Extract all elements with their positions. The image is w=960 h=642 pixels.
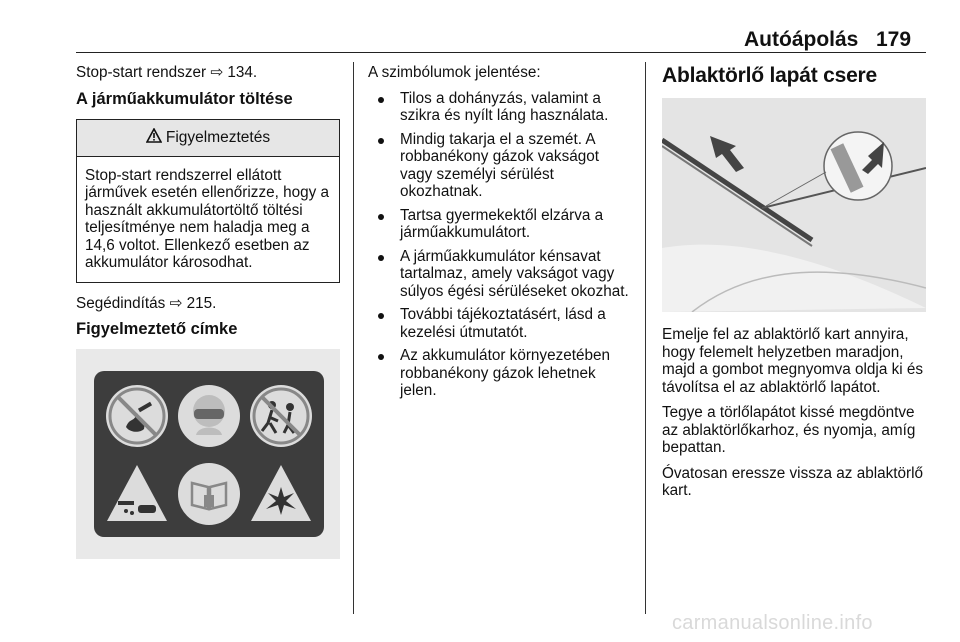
column-1 bbox=[76, 64, 340, 559]
section-heading-warning-label: Figyelmeztető címke bbox=[76, 320, 238, 338]
list-item bbox=[368, 90, 632, 125]
no-smoking-flame-icon bbox=[104, 383, 170, 449]
section-heading-battery-charging: A járműakkumulátor töltése bbox=[76, 89, 293, 108]
list-item-text: További tájékoztatásért, lásd a kezelési útmutatót. bbox=[400, 306, 606, 341]
bullet-icon bbox=[378, 313, 384, 319]
column-divider bbox=[353, 62, 354, 614]
column-divider bbox=[645, 62, 646, 614]
column-3 bbox=[662, 64, 926, 508]
cross-reference-stop-start: Stop-start rendszer ⇨ 134. bbox=[76, 64, 258, 81]
symbol-meaning-list bbox=[368, 90, 632, 400]
bullet-icon bbox=[378, 354, 384, 360]
column-2 bbox=[368, 64, 632, 406]
list-item-text: Tartsa gyermekektől elzárva a járműakkumulátort. bbox=[400, 206, 604, 241]
watermark: carmanualsonline.info bbox=[672, 612, 873, 634]
warning-box bbox=[76, 119, 340, 283]
label-plate bbox=[94, 371, 324, 537]
battery-warning-label-image bbox=[76, 349, 340, 559]
warning-triangle-icon bbox=[146, 128, 162, 148]
list-item bbox=[368, 347, 632, 400]
bullet-icon bbox=[378, 214, 384, 220]
list-item-text: Tilos a dohányzás, valamint a szikra és nyílt láng használata. bbox=[400, 89, 609, 124]
instruction-paragraph-2: Tegye a törlőlapátot kissé megdöntve az ablaktörlőkarhoz, és nyomja, amíg bepattan. bbox=[662, 404, 916, 456]
page-header-title: Autóápolás bbox=[744, 28, 859, 51]
instruction-paragraph-3: Óvatosan eressze vissza az ablaktörlő kart. bbox=[662, 464, 924, 499]
wiper-blade-image bbox=[662, 98, 926, 312]
explosive-gas-icon bbox=[248, 461, 314, 527]
instruction-paragraph-1: Emelje fel az ablaktörlő kart annyira, hogy felemelt helyzetben maradjon, majd a gombot megnyomva oldja ki és távolítsa el az ablaktörlő lapátot. bbox=[662, 326, 924, 396]
warning-header bbox=[77, 120, 339, 157]
keep-away-from-children-icon bbox=[248, 383, 314, 449]
eye-protection-icon bbox=[176, 383, 242, 449]
list-item-text: Az akkumulátor környezetében robbanékony gázok lehetnek jelen. bbox=[400, 347, 611, 399]
list-item bbox=[368, 207, 632, 242]
warning-text: Stop-start rendszerrel ellátott járművek esetén ellenőrizze, hogy a használt akkumulátortöltő töltési teljesítménye nem haladja meg a 14,6 voltot. Ellenkező esetben az akkumulátor károsodhat. bbox=[85, 166, 330, 271]
list-item-text: A járműakkumulátor kénsavat tartalmaz, amely vakságot vagy súlyos égési sérüléseket okozhat. bbox=[400, 247, 629, 300]
bullet-icon bbox=[378, 97, 384, 103]
section-heading-wiper-blade: Ablaktörlő lapát csere bbox=[662, 64, 878, 87]
list-item bbox=[368, 131, 632, 201]
list-item bbox=[368, 306, 632, 341]
bullet-icon bbox=[378, 138, 384, 144]
bullet-icon bbox=[378, 255, 384, 261]
page-number: 179 bbox=[876, 28, 912, 51]
header-rule bbox=[76, 52, 926, 53]
list-item bbox=[368, 248, 632, 301]
acid-corrosive-icon bbox=[104, 461, 170, 527]
list-item-text: Mindig takarja el a szemét. A robbanékony gázok vakságot vagy személyi sérülést okozhatnak. bbox=[400, 130, 599, 200]
read-manual-icon bbox=[176, 461, 242, 527]
cross-reference-jump-start: Segédindítás ⇨ 215. bbox=[76, 294, 217, 312]
symbols-intro: A szimbólumok jelentése: bbox=[368, 64, 541, 81]
warning-title: Figyelmeztetés bbox=[165, 128, 271, 146]
